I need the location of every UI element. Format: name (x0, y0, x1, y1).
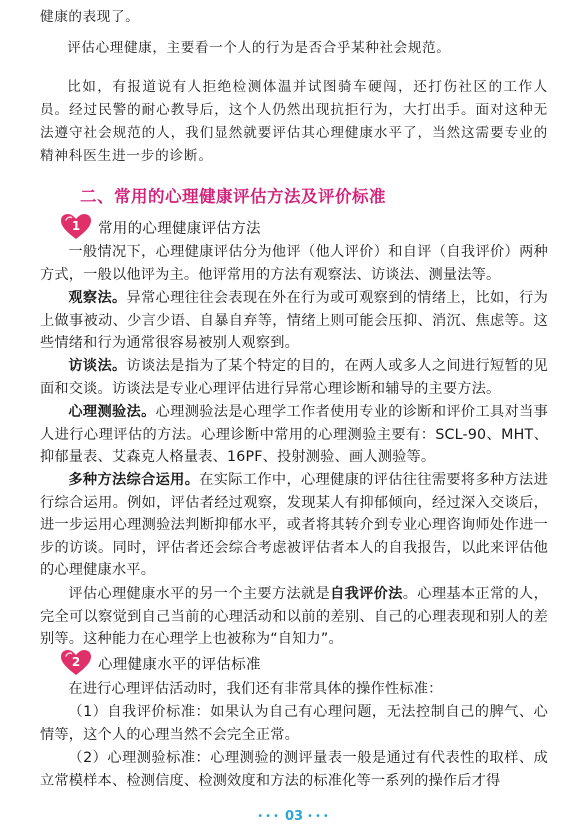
subsection-heading-2 (60, 649, 261, 677)
paragraph-standard-test: （2）心理测验标准：心理测验的测评量表一般是通过有代表性的取样、成立常模样本、检测信度、检测效度和方法的标准化等一系列的操作后才得 (40, 750, 548, 789)
subsection-title: 常用的心理健康评估方法 (98, 220, 261, 237)
heart-number-icon (60, 649, 92, 677)
subsection-heading-1 (60, 213, 261, 241)
term-self-evaluation: 自我评价法 (330, 586, 403, 602)
heart-number-icon (60, 213, 92, 241)
paragraph-self-evaluation (40, 583, 548, 651)
interview-text: 访谈法是指为了某个特定的目的，在两人或多人之间进行短暂的见面和交谈。访谈法是专业心理评估进行异常心理诊断和辅导的主要方法。 (40, 358, 548, 397)
paragraph-interview (40, 355, 548, 400)
self-eval-post: 。心理基本正常的人，完全可以察觉到自己当前的心理活动和以前的差别、自己的心理表现和别人的差别等。这种能力在心理学上也被称为“自知力”。 (40, 586, 548, 648)
paragraph-assess-behavior: 评估心理健康，主要看一个人的行为是否合乎某种社会规范。 (67, 40, 451, 56)
self-eval-pre: 评估心理健康水平的另一个主要方法就是 (68, 586, 331, 602)
observation-text: 异常心理往往会表现在外在行为或可观察到的情绪上，比如，行为上做事被动、少言少语、自暴自弃等，情绪上则可能会压抑、消沉、焦虑等。这些情绪和行为通常很容易被别人观察到。 (40, 290, 548, 352)
paragraph-continued: 健康的表现了。 (40, 9, 140, 25)
term-test: 心理测验法。 (68, 404, 156, 420)
page-footer (0, 806, 588, 825)
page-number: 03 (284, 809, 304, 824)
subsection-number: 2 (71, 655, 81, 669)
paragraph-test (40, 401, 548, 469)
term-observation: 观察法。 (68, 290, 127, 306)
section-title: 二、常用的心理健康评估方法及评价标准 (80, 187, 386, 206)
test-text: 心理测验法是心理学工作者使用专业的诊断和评价工具对当事人进行心理评估的方法。心理诊断中常用的心理测验主要有：SCL-90、MHT、抑郁量表、艾森克人格量表、16PF、投射测验、画人测验等。 (40, 404, 548, 466)
paragraph-observation (40, 287, 548, 355)
footer-dots-right: ••• (307, 811, 331, 822)
paragraph-standard-self: （1）自我评价标准：如果认为自己有心理问题，无法控制自己的脾气、心情等，这个人的心理当然不会完全正常。 (40, 704, 548, 743)
footer-dots-left: ••• (257, 811, 281, 822)
term-interview: 访谈法。 (68, 358, 127, 374)
multi-method-text: 在实际工作中，心理健康的评估往往需要将多种方法进行综合运用。例如，评估者经过观察，发现某人有抑郁倾向，经过深入交谈后，进一步运用心理测验法判断抑郁水平，或者将其转介到专业心理咨询师处作进一步的访谈。同时，评估者还会综合考虑被评估者本人的自我报告，以此来评估他的心理健康水平。 (40, 472, 548, 579)
paragraph-intro: 一般情况下，心理健康评估分为他评（他人评价）和自评（自我评价）两种方式，一般以他评为主。他评常用的方法有观察法、访谈法、测量法等。 (40, 244, 548, 283)
paragraph-standards-intro: 在进行心理评估活动时，我们还有非常具体的操作性标准： (68, 681, 443, 697)
subsection-title: 心理健康水平的评估标准 (98, 656, 261, 673)
paragraph-multi-method (40, 469, 548, 582)
term-multi-method: 多种方法综合运用。 (68, 472, 200, 488)
paragraph-example: 比如，有报道说有人拒绝检测体温并试图骑车硬闯，还打伤社区的工作人员。经过民警的耐心教导后，这个人仍然出现抗拒行为，大打出手。面对这种无法遵守社会规范的人，我们显然就要评估其心理健康水平了，当然这需要专业的精神科医生进一步的诊断。 (40, 79, 548, 164)
subsection-number: 1 (71, 219, 81, 233)
